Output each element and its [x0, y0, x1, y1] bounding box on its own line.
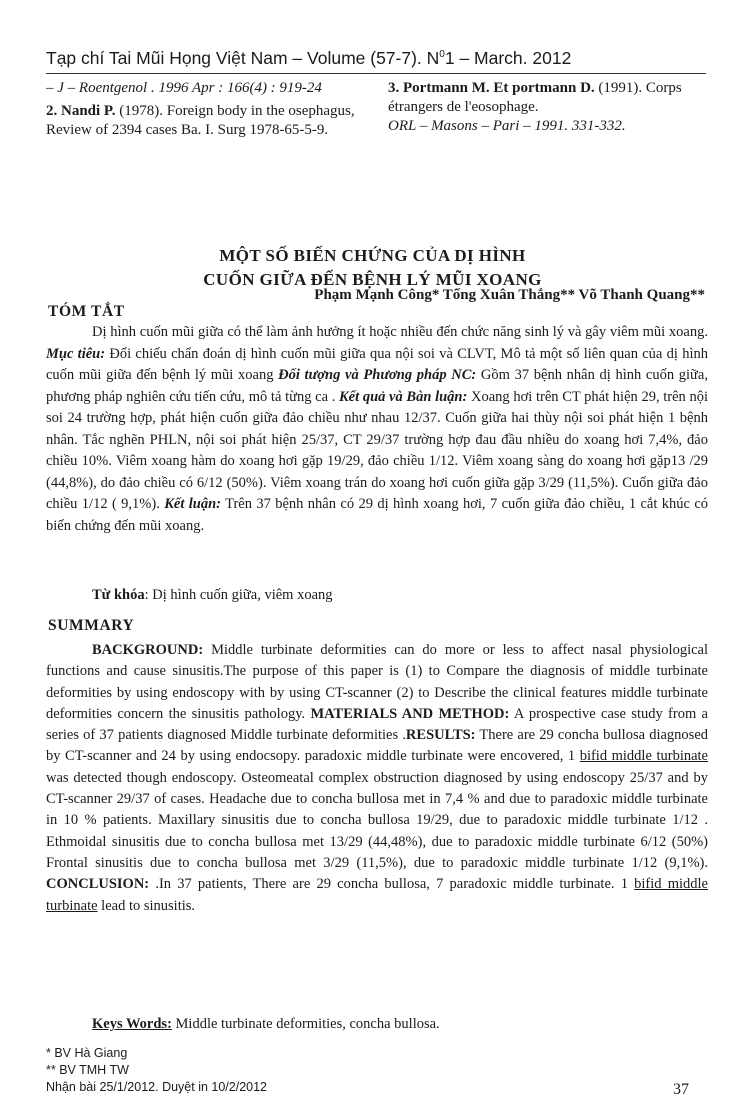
keywords-vi	[92, 587, 333, 604]
summary-en-label-background: BACKGROUND:	[92, 642, 204, 658]
keywords-vi-label: Từ khóa	[92, 587, 145, 603]
summary-vi-label-method: Đối tượng và Phương pháp NC:	[278, 367, 477, 383]
footnotes	[46, 1045, 267, 1096]
summary-vi-method: Gồm 37 bệnh nhân dị hình cuốn giữa, phương pháp nghiên cứu tiến cứu, mô tả từng ca .	[46, 367, 708, 405]
summary-vi-results: Xoang hơi trên CT phát hiện 29, trên nội soi 24 trường hợp, phát hiện cuốn giữa đảo chiều như nhau 12/37. Cuốn giữa hai thùy nội soi phát hiện 1 bệnh nhân. Tắc nghẽn PHLN, nội soi phát hiện 25/37, CT 29/37 trường hợp đau đầu nhiều do xoang hơi 7,4%, đảo chiều 10%. Viêm xoang hàm do xoang hơi gặp 19/29, đảo chiều 1/12. Viêm xoang sàng do xoang hơi gặp13 /29 (44,8%), do đảo chiều có 6/12 (50%). Viêm xoang trán do xoang hơi cuốn giữa gặp 3/29 (11,5%). Cuốn giữa đảo chiều 1/12 ( 9,1%).	[46, 388, 709, 512]
summary-vi-label-conclusion: Kết luận:	[164, 496, 221, 512]
summary-en-results-2: was detected though endoscopy. Osteomeatal complex obstruction diagnosed by using endoscopy 25/37 and by CT-scanner 29/37 of cases. Headache due to concha bullosa met in 7,4 % and due to paradoxic middle turbinate in 10 % patients. Maxillary sinusitis due to concha bullosa 19/29, due to paradoxic middle turbinate 1/12 . Ethmoidal sinusitis due to concha bullosa met 13/29 (44,48%), due to paradoxic middle turbinate 6/12 (50%) Frontal sinusitis due to concha bullosa met 3/29 (11,5%), due to paradoxic middle turbinate 1/12 (9,1%).	[46, 769, 708, 871]
keywords-en-text: Middle turbinate deformities, concha bullosa.	[171, 1016, 440, 1032]
reference-3-source: ORL – Masons – Pari – 1991. 331-332.	[388, 118, 626, 134]
summary-en-bifid-term-1: bifid middle turbinate	[579, 748, 708, 765]
journal-header-prefix: Tạp chí Tai Mũi Họng Việt Nam – Volume (57-7). N	[46, 48, 440, 68]
summary-en-conclusion-1: .In 37 patients, There are 29 concha bullosa, 7 paradoxic middle turbinate. 1	[149, 876, 635, 893]
keywords-vi-text: : Dị hình cuốn giữa, viêm xoang	[144, 587, 333, 603]
references-right-column	[388, 79, 706, 140]
summary-en-label-results: RESULTS:	[405, 727, 476, 744]
summary-vi-conclusion: Trên 37 bệnh nhân có 29 dị hình xoang hơi, 7 cuốn giữa đảo chiều, 1 cắt khúc có biến chứng đến mũi xoang.	[46, 496, 709, 534]
reference-2	[46, 102, 368, 140]
reference-3	[388, 79, 706, 136]
article-title	[0, 244, 745, 292]
footnote-affiliation-2: ** BV TMH TW	[46, 1063, 129, 1077]
journal-header-superscript: 0	[439, 49, 445, 61]
reference-3-text: (1991). Corps étrangers de l'eosophage.	[388, 80, 682, 115]
summary-vi-label-results: Kết quả và Bàn luận:	[339, 388, 468, 405]
summary-vi-label-objective: Mục tiêu:	[46, 345, 106, 362]
summary-en-background: Middle turbinate deformities can do more or less to affect nasal physiological functions and cause sinusitis.The purpose of this paper is (1) to Compare the diagnosis of middle turbinate deformities by using endoscopy with by using CT-scanner (2) to Describe the clinical features middle turbinate deformities concern the sinusitis pathology.	[46, 642, 708, 722]
article-title-line-2: CUỐN GIỮA ĐẾN BỆNH LÝ MŨI XOANG	[203, 270, 542, 289]
summary-vi-intro: Dị hình cuốn mũi giữa có thể làm ảnh hưởng ít hoặc nhiều đến chức năng sinh lý và gây viêm mũi xoang.	[92, 324, 708, 340]
summary-en-results-1: There are 29 concha bullosa diagnosed by CT-scanner and 24 by using endocsopy. paradoxic middle turbinate were encovered, 1	[46, 727, 709, 765]
summary-en-body	[46, 640, 708, 917]
summary-en-heading: SUMMARY	[48, 617, 135, 634]
reference-continued	[46, 79, 368, 98]
references-left-column	[46, 79, 368, 144]
journal-header	[46, 48, 571, 69]
reference-continued-text: – J – Roentgenol . 1996 Apr : 166(4) : 919-24	[46, 80, 322, 96]
reference-3-author: 3. Portmann M. Et portmann D.	[388, 80, 595, 96]
summary-en-label-conclusion: CONCLUSION:	[46, 876, 150, 893]
header-divider	[46, 73, 706, 74]
footnote-received-dates: Nhận bài 25/1/2012. Duyệt in 10/2/2012	[46, 1080, 268, 1094]
summary-en-label-materials: MATERIALS AND METHOD:	[310, 705, 510, 722]
article-authors: Phạm Mạnh Công* Tống Xuân Thắng** Võ Thanh Quang**	[314, 287, 705, 303]
footnote-affiliation-1: * BV Hà Giang	[46, 1046, 128, 1060]
keywords-en-label: Keys Words:	[92, 1016, 172, 1032]
reference-2-text: (1978). Foreign body in the osephagus, Review of 2394 cases Ba. I. Surg 1978-65-5-9.	[46, 103, 355, 138]
summary-en-materials: A prospective case study from a series of 37 patients diagnosed Middle turbinate deformities .	[46, 705, 708, 744]
summary-en-conclusion-2: lead to sinusitis.	[97, 897, 196, 914]
article-title-line-1: MỘT SỐ BIẾN CHỨNG CỦA DỊ HÌNH	[219, 246, 526, 265]
page-number: 37	[673, 1081, 689, 1098]
summary-en-bifid-term-2: bifid middle turbinate	[46, 876, 708, 914]
keywords-en	[92, 1016, 440, 1033]
summary-vi-objective: Đối chiếu chẩn đoán dị hình cuốn mũi giữa qua nội soi và CLVT, Mô tả một số liên quan của dị hình cuốn mũi giữa đến bệnh lý mũi xoang	[46, 345, 708, 383]
journal-header-suffix: 1 – March. 2012	[444, 48, 572, 68]
summary-vi-body	[46, 322, 708, 537]
summary-vi-heading: TÓM TẮT	[48, 303, 125, 320]
reference-2-author: 2. Nandi P.	[46, 103, 116, 119]
